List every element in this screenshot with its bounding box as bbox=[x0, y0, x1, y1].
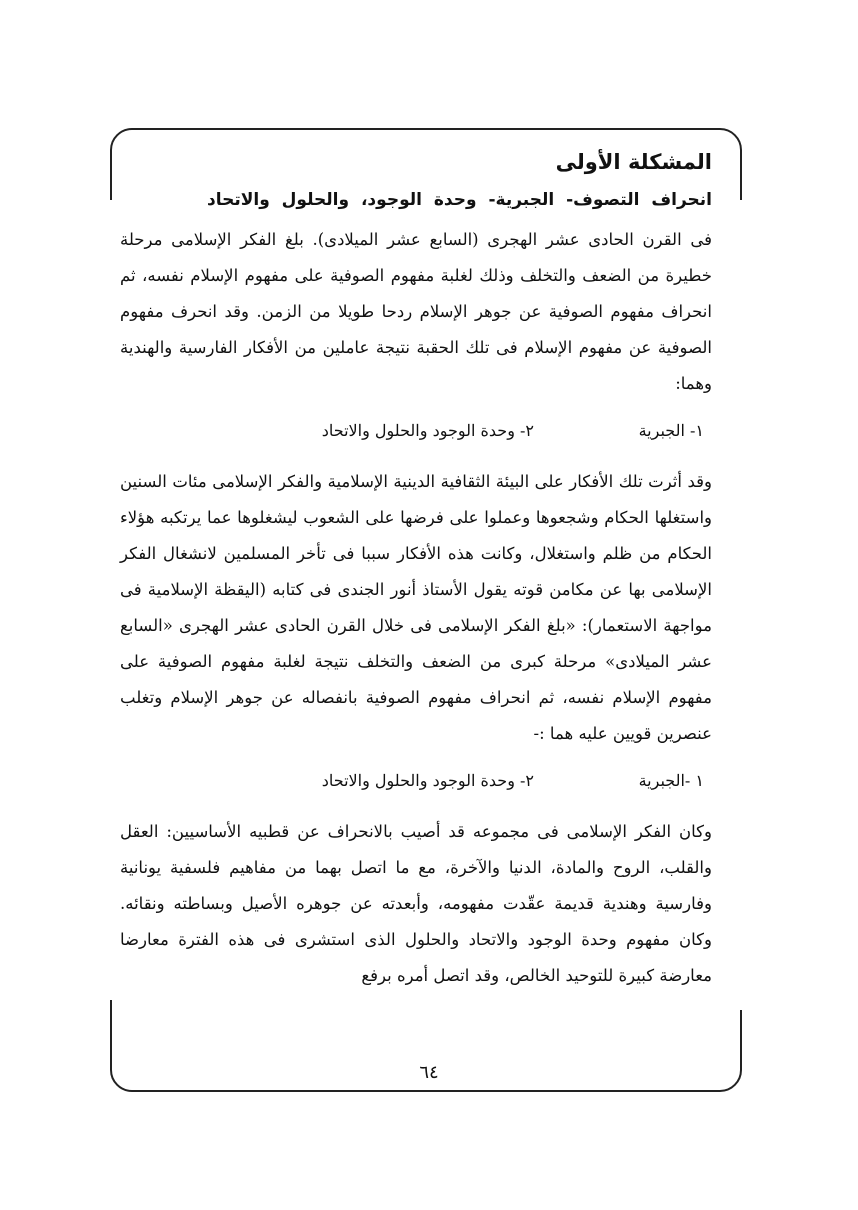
list-2-item-1: ١ -الجبرية bbox=[638, 771, 704, 790]
list-1-item-2: ٢- وحدة الوجود والحلول والاتحاد bbox=[321, 421, 534, 440]
frame-gap-right bbox=[728, 200, 748, 1010]
list-2-item-2: ٢- وحدة الوجود والحلول والاتحاد bbox=[321, 771, 534, 790]
page-body bbox=[120, 138, 712, 994]
frame-gap-left bbox=[100, 200, 120, 1000]
chapter-title: المشكلة الأولى bbox=[555, 150, 712, 174]
list-1 bbox=[120, 414, 712, 448]
list-1-item-1: ١- الجبرية bbox=[638, 421, 704, 440]
paragraph-2: وقد أثرت تلك الأفكار على البيئة الثقافية الدينية الإسلامية والفكر الإسلامى مئات السنين واستغلها الحكام وشجعوها وعملوا على فرضها على الشعوب ليشغلوها عما يرتكبه هؤلاء الحكام من ظلم واستغلال، وكانت هذه الأفكار سببا فى تأخر المسلمين لانشغال الفكر الإسلامى بها عن مكامن قوته يقول الأستاذ أنور الجندى فى كتابه (اليقظة الإسلامية فى مواجهة الاستعمار): «بلغ الفكر الإسلامى فى خلال القرن الحادى عشر الهجرى «السابع عشر الميلادى» مرحلة كبرى من الضعف والتخلف نتيجة لغلبة مفهوم الصوفية على مفهوم الإسلام نفسه، ثم انحراف مفهوم الصوفية بانفصاله عن جوهر الإسلام وتغلب عنصرين قويين عليه هما :- bbox=[120, 472, 712, 743]
list-2 bbox=[120, 764, 712, 798]
page-number: ٦٤ bbox=[419, 1062, 439, 1083]
paragraph-3: وكان الفكر الإسلامى فى مجموعه قد أصيب بالانحراف عن قطبيه الأساسيين: العقل والقلب، الروح والمادة، الدنيا والآخرة، مع ما اتصل بهما من مفاهيم فلسفية يونانية وفارسية وهندية قديمة عقّدت مفهومه، وأبعدته عن جوهره الأصيل وبساطته ونقائه. وكان مفهوم وحدة الوجود والاتحاد والحلول الذى استشرى فى هذه الفترة معارضا معارضة كبيرة للتوحيد الخالص، وقد اتصل أمره برفع bbox=[120, 822, 712, 985]
paragraph-1: فى القرن الحادى عشر الهجرى (السابع عشر الميلادى). بلغ الفكر الإسلامى مرحلة خطيرة من الضعف والتخلف وذلك لغلبة مفهوم الصوفية على مفهوم الإسلام نفسه، ثم انحراف مفهوم الصوفية عن جوهر الإسلام ردحا طويلا من الزمن. وقد انحرف مفهوم الصوفية عن مفهوم الإسلام فى تلك الحقبة نتيجة عاملين من الأفكار الفارسية والهندية وهما: bbox=[120, 230, 712, 393]
section-subtitle: انحراف التصوف- الجبرية- وحدة الوجود، والحلول والاتحاد bbox=[206, 190, 712, 210]
